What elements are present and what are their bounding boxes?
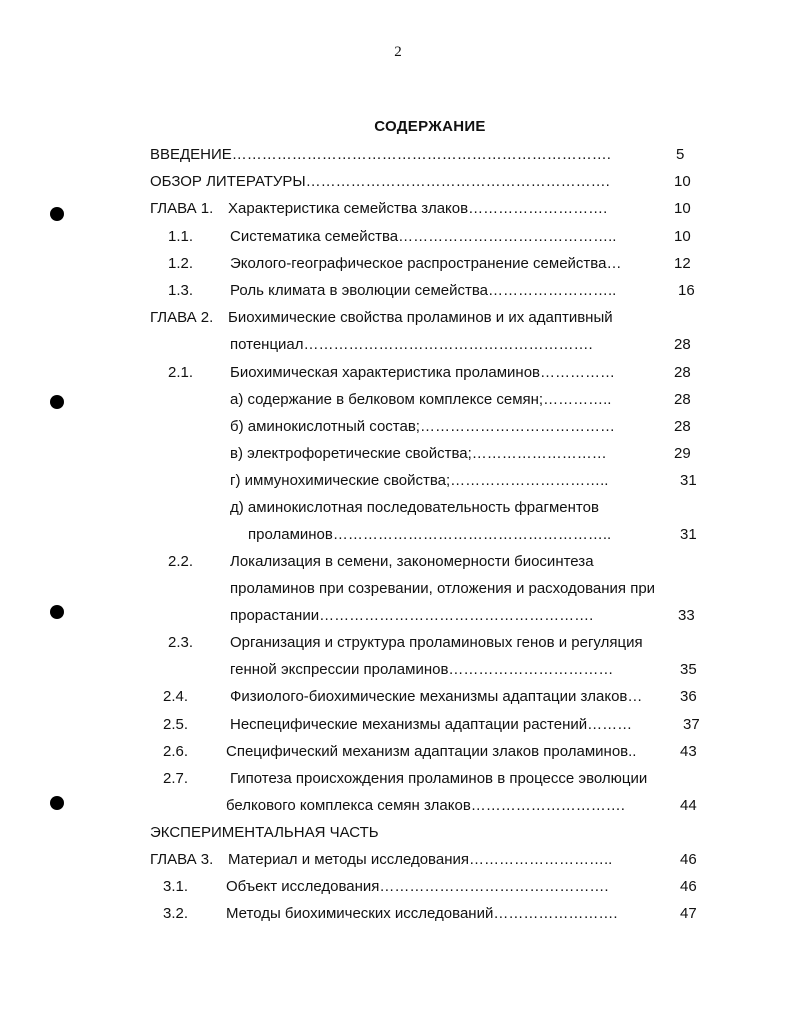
toc-entry-text: прорастании………………………………………………. [230,607,594,624]
toc-entry-text: Неспецифические механизмы адаптации растений……… [230,716,633,733]
toc-entry-number: 3.2. [163,905,189,922]
binder-hole [50,605,64,619]
page-number: 2 [394,44,402,60]
toc-entry-page: 31 [680,526,697,543]
toc-entry-text: в) электрофоретические свойства;……………………… [230,445,607,462]
toc-entry-page: 37 [683,716,700,733]
page-title: СОДЕРЖАНИЕ [374,118,486,135]
toc-entry-text: а) содержание в белковом комплексе семян;………….. [230,391,612,408]
toc-entry-text: д) аминокислотная последовательность фрагментов [230,499,599,516]
toc-entry-number: 3.1. [163,878,189,895]
toc-entry-page: 5 [676,146,685,163]
toc-entry-page: 44 [680,797,697,814]
toc-entry-page: 28 [674,418,691,435]
toc-entry-text: ОБЗОР ЛИТЕРАТУРЫ……………………………………………………. [150,173,610,190]
toc-entry-text: Методы биохимических исследований……………………. [226,905,618,922]
toc-entry-number: 2.3. [168,634,194,651]
toc-entry-number: 2.2. [168,553,194,570]
toc-entry-text: проламинов……………………………………………….. [248,526,612,543]
toc-entry-page: 16 [678,282,695,299]
toc-entry-number: ГЛАВА 1. [150,200,214,217]
toc-entry-page: 28 [674,364,691,381]
toc-entry-number: 2.1. [168,364,194,381]
toc-entry-page: 43 [680,743,697,760]
binder-hole [50,796,64,810]
toc-entry-page: 33 [678,607,695,624]
toc-entry-text: Биохимические свойства проламинов и их адаптивный [228,309,613,326]
toc-entry-text: потенциал…………………………………………………. [230,336,593,353]
toc-entry-text: Биохимическая характеристика проламинов…………… [230,364,616,381]
toc-entry-number: 2.6. [163,743,189,760]
toc-entry-page: 12 [674,255,691,272]
toc-entry-text: Систематика семейства…………………………………….. [230,228,617,245]
toc-entry-text: генной экспрессии проламинов…………………………… [230,661,614,678]
toc-entry-text: Локализация в семени, закономерности биосинтеза [230,553,594,570]
toc-entry-page: 28 [674,336,691,353]
toc-entry-text: б) аминокислотный состав;………………………………… [230,418,615,435]
toc-entry-page: 46 [680,851,697,868]
toc-entry-text: Физиолого-биохимические механизмы адаптации злаков… [230,688,643,705]
toc-entry-text: Материал и методы исследования……………………….. [228,851,613,868]
toc-entry-page: 10 [674,228,691,245]
toc-entry-number: ГЛАВА 2. [150,309,214,326]
toc-entry-number: 2.5. [163,716,189,733]
toc-entry-page: 35 [680,661,697,678]
binder-hole [50,395,64,409]
toc-entry-page: 28 [674,391,691,408]
toc-entry-number: 2.7. [163,770,189,787]
toc-entry-text: Роль климата в эволюции семейства…………………….. [230,282,617,299]
toc-entry-page: 31 [680,472,697,489]
toc-entry-text: г) иммунохимические свойства;………………………….. [230,472,609,489]
toc-entry-text: Специфический механизм адаптации злаков проламинов.. [226,743,637,760]
toc-entry-text: проламинов при созревании, отложения и расходования при [230,580,656,597]
toc-entry-page: 29 [674,445,691,462]
toc-entry-page: 10 [674,173,691,190]
toc-entry-number: 2.4. [163,688,189,705]
toc-section-heading: ЭКСПЕРИМЕНТАЛЬНАЯ ЧАСТЬ [150,824,379,841]
toc-entry-page: 47 [680,905,697,922]
toc-entry-number: 1.2. [168,255,194,272]
toc-entry-text: белкового комплекса семян злаков…………………………. [226,797,625,814]
binder-hole [50,207,64,221]
toc-entry-number: 1.1. [168,228,194,245]
toc-entry-text: ВВЕДЕНИЕ…………………………………………………………………. [150,146,611,163]
toc-entry-page: 10 [674,200,691,217]
toc-entry-page: 36 [680,688,697,705]
toc-entry-number: 1.3. [168,282,194,299]
toc-entry-text: Объект исследования………………………………………. [226,878,609,895]
toc-entry-text: Характеристика семейства злаков………………………. [228,200,608,217]
toc-entry-page: 46 [680,878,697,895]
toc-entry-number: ГЛАВА 3. [150,851,214,868]
toc-entry-text: Гипотеза происхождения проламинов в процессе эволюции [230,770,648,787]
toc-entry-text: Организация и структура проламиновых генов и регуляция [230,634,643,651]
toc-entry-text: Эколого-географическое распространение семейства… [230,255,622,272]
